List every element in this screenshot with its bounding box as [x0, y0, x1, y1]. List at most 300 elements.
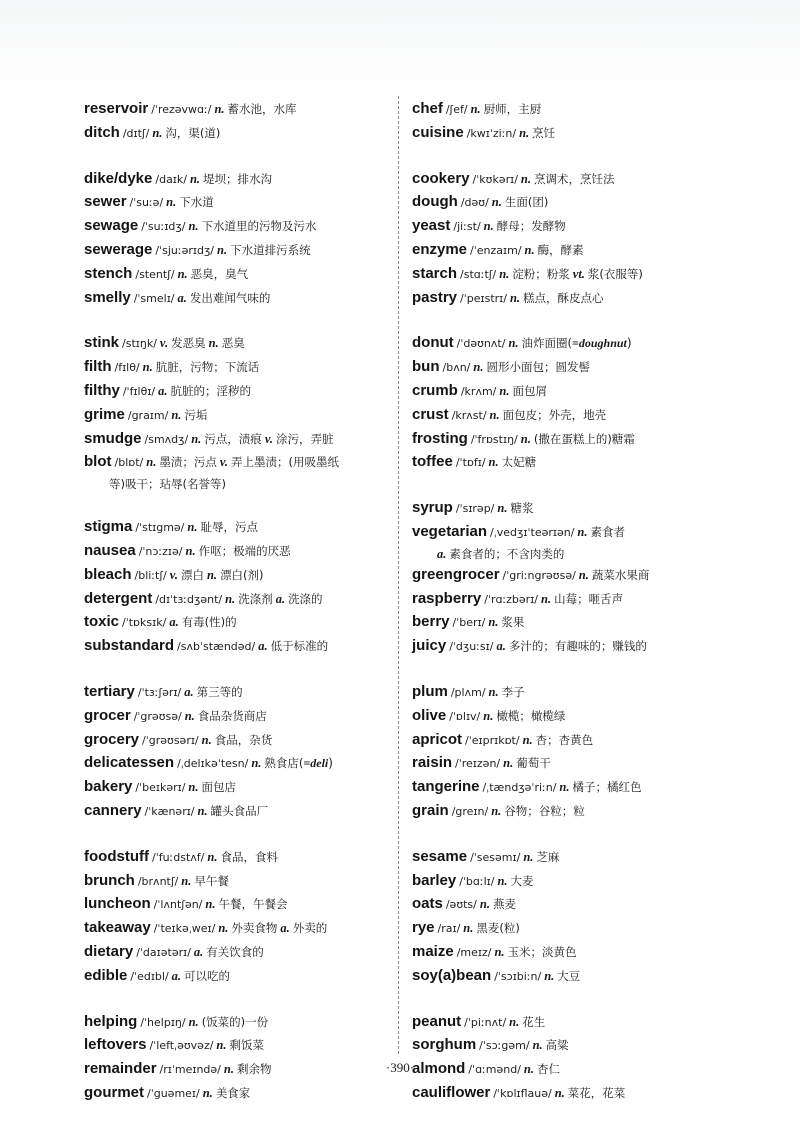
- phonetic: /ˈtɜːʃərɪ/: [137, 685, 182, 699]
- dictionary-entry: [412, 287, 730, 311]
- part-of-speech: n.: [473, 360, 484, 375]
- dictionary-entry: [412, 98, 730, 122]
- headword: raspberry: [412, 589, 482, 607]
- part-of-speech: n.: [202, 1085, 213, 1100]
- dictionary-entry: [84, 404, 402, 428]
- headword: smelly: [84, 288, 131, 306]
- definition: 酶，酵素: [537, 242, 584, 257]
- definition: (撒在蛋糕上的)糖霜: [533, 431, 635, 446]
- headword: stigma: [84, 518, 133, 536]
- part-of-speech: n.: [524, 242, 535, 257]
- phonetic: /stɑːtʃ/: [460, 267, 497, 281]
- part-of-speech: n.: [218, 921, 229, 936]
- part-of-speech: n.: [216, 1038, 227, 1053]
- headword: cauliflower: [412, 1083, 491, 1101]
- definition-continuation: [84, 474, 402, 494]
- headword: sewer: [84, 193, 127, 211]
- phonetic: /ˈtɒksɪk/: [122, 616, 167, 630]
- definition: 有毒(性)的: [181, 615, 237, 630]
- phonetic: /blɒt/: [114, 456, 144, 470]
- phonetic: /ˌtændʒəˈriːn/: [482, 781, 557, 795]
- phonetic: /ˈsmelɪ/: [133, 291, 175, 305]
- part-of-speech: n.: [497, 873, 508, 888]
- dictionary-entry: [84, 965, 402, 989]
- phonetic: /ˈenzaɪm/: [470, 243, 522, 257]
- part-of-speech: a.: [177, 290, 187, 305]
- part-of-speech: n.: [497, 501, 508, 516]
- part-of-speech: n.: [188, 219, 199, 234]
- part-of-speech: n.: [188, 1014, 199, 1029]
- page-top-shade: [0, 0, 800, 90]
- dictionary-entry: [412, 122, 730, 146]
- part-of-speech: n.: [188, 780, 199, 795]
- definition: 玉米；淡黄色: [507, 944, 577, 959]
- dictionary-entry: [412, 635, 730, 659]
- definition: 熟食店(: [264, 756, 304, 771]
- dictionary-entry: [84, 635, 402, 659]
- part-of-speech: a.: [184, 684, 194, 699]
- definition: 浆果: [501, 615, 525, 630]
- entry-group: [412, 98, 730, 146]
- phonetic: /ˈteɪkəˌweɪ/: [153, 922, 216, 936]
- dictionary-entry: [84, 846, 402, 870]
- headword: starch: [412, 264, 458, 282]
- phonetic: /ˈkʊkərɪ/: [472, 172, 518, 186]
- definition: 蓄水池，水库: [227, 102, 297, 116]
- headword: cookery: [412, 169, 470, 187]
- headword: grain: [412, 801, 449, 819]
- dictionary-entry: [84, 681, 402, 705]
- dictionary-entry: [84, 1034, 402, 1058]
- headword: frosting: [412, 429, 468, 447]
- right-column: [412, 98, 730, 1128]
- page-number: ·390·: [385, 1060, 415, 1075]
- headword: grocer: [84, 706, 131, 724]
- phonetic: /ˈsuːɪdʒ/: [141, 220, 186, 234]
- definition: 恶臭，臭气: [190, 266, 249, 281]
- entry-group: [84, 516, 402, 659]
- phonetic: /ˈgriːngrəʊsə/: [502, 568, 576, 582]
- definition: 早午餐: [194, 873, 229, 888]
- dictionary-entry: [84, 239, 402, 263]
- headword: smudge: [84, 429, 142, 447]
- headword: crust: [412, 405, 449, 423]
- headword: detergent: [84, 589, 153, 607]
- entry-group: [84, 332, 402, 494]
- headword: bleach: [84, 565, 132, 583]
- headword: luncheon: [84, 895, 151, 913]
- part-of-speech: n.: [499, 383, 510, 398]
- part-of-speech: n.: [217, 242, 228, 257]
- dictionary-entry: [84, 729, 402, 753]
- headword: cannery: [84, 801, 142, 819]
- phonetic: /ˈkænərɪ/: [144, 804, 195, 818]
- part-of-speech: n.: [520, 431, 531, 446]
- definition: 弄上墨渍；(用吸墨纸: [231, 455, 340, 470]
- phonetic: /sʌbˈstændəd/: [177, 640, 256, 654]
- phonetic: /ˈpeɪstrɪ/: [460, 291, 507, 305]
- phonetic: /ˈsɔːgəm/: [479, 1039, 530, 1053]
- part-of-speech: a.: [280, 921, 290, 936]
- dictionary-entry: [412, 263, 730, 287]
- dictionary-entry: [84, 380, 402, 404]
- phonetic: /ˈsɔɪbiːn/: [494, 969, 542, 983]
- dictionary-entry: [84, 800, 402, 824]
- headword: syrup: [412, 499, 453, 517]
- phonetic: /rɪˈmeɪndə/: [159, 1063, 221, 1077]
- phonetic: /raɪ/: [437, 922, 461, 936]
- part-of-speech: a.: [496, 639, 506, 654]
- phonetic: /ˈsesəmɪ/: [470, 850, 521, 864]
- dictionary-entry: [412, 497, 730, 521]
- definition: 沟，渠(道): [165, 125, 221, 140]
- part-of-speech: n.: [225, 591, 236, 606]
- headword: sesame: [412, 847, 468, 865]
- dictionary-entry: [412, 428, 730, 452]
- definition: 污垢: [184, 407, 208, 422]
- dictionary-entry: [412, 564, 730, 588]
- dictionary-entry: [84, 168, 402, 192]
- dictionary-entry: [84, 98, 402, 122]
- part-of-speech: n.: [208, 336, 219, 351]
- definition: 涂污，弄脏: [276, 431, 334, 446]
- part-of-speech: n.: [488, 455, 499, 470]
- entry-group: [412, 332, 730, 475]
- headword: brunch: [84, 871, 135, 889]
- phonetic: /ˈgrəʊsərɪ/: [142, 733, 199, 747]
- dictionary-entry: [412, 752, 730, 776]
- part-of-speech: n.: [205, 897, 216, 912]
- definition: 漂白: [180, 567, 204, 582]
- dictionary-entry: [412, 893, 730, 917]
- headword: vegetarian: [412, 522, 488, 540]
- part-of-speech: n.: [577, 524, 588, 539]
- phonetic: /dɪˈtɜːdʒənt/: [155, 592, 223, 606]
- dictionary-entry: [84, 564, 402, 588]
- part-of-speech: n.: [503, 756, 514, 771]
- part-of-speech: v.: [159, 336, 169, 351]
- definition: 肮脏的；淫秽的: [170, 383, 251, 398]
- part-of-speech: n.: [483, 219, 494, 234]
- part-of-speech: n.: [251, 756, 262, 771]
- definition-continuation: [412, 544, 730, 564]
- dictionary-entry: [412, 239, 730, 263]
- part-of-speech: n.: [523, 849, 534, 864]
- headword: juicy: [412, 637, 447, 655]
- dictionary-entry: [412, 521, 730, 564]
- part-of-speech: n.: [185, 543, 196, 558]
- dictionary-entry: [84, 705, 402, 729]
- part-of-speech: n.: [470, 102, 481, 116]
- phonetic: /ˈsuːə/: [129, 196, 164, 210]
- entry-group: [84, 846, 402, 989]
- headword: plum: [412, 682, 448, 700]
- part-of-speech: n.: [578, 567, 589, 582]
- entry-group: [412, 681, 730, 824]
- phonetic: /ˈɑːmənd/: [468, 1063, 521, 1077]
- dictionary-entry: [412, 611, 730, 635]
- phonetic: /ˈdaɪətərɪ/: [136, 945, 191, 959]
- dictionary-entry: [84, 611, 402, 635]
- headword: nausea: [84, 541, 136, 559]
- headword: yeast: [412, 217, 451, 235]
- definition: 生面(团): [504, 195, 549, 210]
- headword: barley: [412, 871, 457, 889]
- part-of-speech: n.: [189, 171, 201, 186]
- phonetic: /ˈedɪbl/: [130, 969, 169, 983]
- part-of-speech: a.: [158, 383, 168, 398]
- dictionary-entry: [412, 332, 730, 356]
- definition: 洗涤剂: [238, 591, 273, 606]
- phonetic: /dəʊ/: [460, 196, 489, 210]
- headword: oats: [412, 895, 443, 913]
- headword: toffee: [412, 453, 453, 471]
- part-of-speech: n.: [491, 803, 502, 818]
- definition: 杏；杏黄色: [535, 732, 594, 747]
- headword: blot: [84, 453, 112, 471]
- dictionary-entry: [84, 893, 402, 917]
- part-of-speech: n.: [191, 431, 202, 446]
- headword: stink: [84, 334, 120, 352]
- phonetic: /ˈɒlɪv/: [449, 709, 481, 723]
- part-of-speech: n.: [488, 684, 499, 699]
- definition: 油炸面圈(: [521, 336, 573, 351]
- headword: apricot: [412, 730, 463, 748]
- definition: 面包屑: [512, 383, 547, 398]
- headword: stench: [84, 264, 133, 282]
- headword: berry: [412, 613, 450, 631]
- dictionary-entry: [412, 776, 730, 800]
- dictionary-entry: [412, 1011, 730, 1035]
- phonetic: /stentʃ/: [135, 267, 175, 281]
- definition: 下水道里的污物及污水: [201, 219, 317, 234]
- phonetic: /graɪm/: [127, 408, 169, 422]
- part-of-speech: a.: [169, 615, 179, 630]
- dictionary-entry: [84, 588, 402, 612]
- phonetic: /ˈstɪgmə/: [135, 521, 185, 535]
- headword: remainder: [84, 1060, 157, 1078]
- headword: peanut: [412, 1012, 462, 1030]
- phonetic: /ˈrezəvwɑː/: [151, 103, 212, 116]
- dictionary-entry: [84, 287, 402, 311]
- definition: 山莓；咂舌声: [554, 591, 624, 606]
- phonetic: /daɪk/: [155, 172, 187, 186]
- phonetic: /ˈhelpɪŋ/: [140, 1015, 186, 1029]
- dictionary-entry: [412, 705, 730, 729]
- phonetic: /ˈeɪprɪkɒt/: [465, 733, 520, 747]
- headword: greengrocer: [412, 565, 500, 583]
- definition: 黑麦(粒): [476, 921, 520, 936]
- phonetic: /ˈleftˌəʊvəz/: [149, 1039, 214, 1053]
- definition: 食品杂货商店: [197, 708, 267, 723]
- definition: 外卖的: [292, 921, 328, 936]
- headword: filthy: [84, 381, 120, 399]
- definition-variant: =doughnut: [572, 336, 627, 351]
- definition: 烹调术，烹饪法: [533, 171, 615, 186]
- dictionary-entry: [84, 332, 402, 356]
- definition: 午餐，午餐会: [218, 897, 288, 912]
- headword: helping: [84, 1012, 138, 1030]
- definition: 有关饮食的: [206, 944, 264, 959]
- dictionary-entry: [84, 752, 402, 776]
- phonetic: /ˈguəmeɪ/: [147, 1086, 200, 1100]
- phonetic: /plʌm/: [450, 685, 486, 699]
- phonetic: /ˈpiːnʌt/: [464, 1015, 507, 1029]
- part-of-speech: n.: [214, 102, 225, 116]
- dictionary-entry: [412, 965, 730, 989]
- phonetic: /ˌvedʒɪˈteərɪən/: [490, 525, 575, 539]
- headword: grocery: [84, 730, 140, 748]
- part-of-speech: n.: [520, 171, 531, 186]
- part-of-speech: a.: [258, 639, 268, 654]
- headword: bakery: [84, 778, 133, 796]
- definition: 美食家: [215, 1085, 251, 1100]
- part-of-speech: v.: [264, 431, 274, 446]
- dictionary-entry: [412, 215, 730, 239]
- part-of-speech: n.: [207, 849, 218, 864]
- dictionary-entry: [412, 404, 730, 428]
- entry-group: [412, 1011, 730, 1106]
- part-of-speech: n.: [479, 897, 490, 912]
- dictionary-entry: [84, 356, 402, 380]
- headword: enzyme: [412, 240, 468, 258]
- phonetic: /krʌm/: [460, 384, 497, 398]
- part-of-speech: n.: [142, 360, 153, 375]
- headword: reservoir: [84, 100, 149, 117]
- part-of-speech: n.: [181, 873, 192, 888]
- definition: 低于标准的: [270, 639, 329, 654]
- definition: 花生: [522, 1014, 546, 1029]
- dictionary-entry: [412, 800, 730, 824]
- entry-group: [412, 846, 730, 989]
- headword: raisin: [412, 754, 453, 772]
- definition: 浆(衣服等): [587, 266, 643, 281]
- headword: sewerage: [84, 240, 153, 258]
- headword: soy(a)bean: [412, 966, 492, 984]
- phonetic: /kwɪˈziːn/: [466, 126, 517, 140]
- headword: sewage: [84, 217, 139, 235]
- phonetic: /smʌdʒ/: [144, 432, 189, 446]
- definition: 剩余物: [236, 1062, 272, 1077]
- definition: 淀粉；粉浆: [512, 266, 570, 281]
- definition: 堤坝；排水沟: [203, 171, 273, 186]
- part-of-speech: n.: [554, 1085, 565, 1100]
- phonetic: /ˈbɑːlɪ/: [459, 874, 495, 888]
- phonetic: /ˌdelɪkəˈtesn/: [177, 757, 249, 771]
- definition-suffix: ): [626, 336, 632, 351]
- part-of-speech: n.: [223, 1062, 234, 1077]
- headword: foodstuff: [84, 847, 149, 865]
- headword: ditch: [84, 123, 120, 141]
- part-of-speech: n.: [488, 615, 499, 630]
- dictionary-entry: [412, 681, 730, 705]
- phonetic: /əʊts/: [445, 898, 477, 912]
- definition: 葡萄干: [516, 756, 551, 771]
- phonetic: /fɪlθ/: [114, 361, 140, 375]
- definition: 食品，杂货: [214, 732, 273, 747]
- definition: 橄榄；橄榄绿: [496, 708, 566, 723]
- definition: 杏仁: [536, 1062, 560, 1077]
- phonetic: /bʌn/: [442, 361, 471, 375]
- headword: filth: [84, 358, 112, 376]
- dictionary-entry: [84, 941, 402, 965]
- dictionary-entry: [412, 191, 730, 215]
- definition: 洗涤的: [288, 591, 323, 606]
- definition: 食品，食料: [220, 849, 278, 864]
- definition: 肮脏，污物；下流话: [155, 360, 260, 375]
- headword: sorghum: [412, 1036, 477, 1054]
- left-column: [84, 98, 402, 1128]
- dictionary-entry: [412, 917, 730, 941]
- part-of-speech: a.: [275, 591, 286, 606]
- dictionary-entry: [84, 191, 402, 215]
- dictionary-entry: [84, 1011, 402, 1035]
- definition: 酵母；发酵物: [496, 219, 566, 234]
- part-of-speech: n.: [483, 708, 494, 723]
- part-of-speech: n.: [519, 125, 530, 140]
- definition: 高粱: [545, 1038, 569, 1053]
- dictionary-entry: [84, 122, 402, 146]
- phonetic: /dɪtʃ/: [122, 126, 150, 140]
- definition: 素食者的；不含肉类的: [449, 546, 565, 561]
- part-of-speech: n.: [489, 407, 500, 422]
- part-of-speech: n.: [184, 708, 195, 723]
- phonetic: /ˈlʌntʃən/: [153, 898, 203, 912]
- definition: 污点，渍痕: [204, 431, 262, 446]
- headword: takeaway: [84, 919, 151, 937]
- definition: 面包店: [201, 780, 236, 795]
- part-of-speech: n.: [509, 1014, 520, 1029]
- phonetic: /ˈdəʊnʌt/: [456, 337, 506, 351]
- phonetic: /ˈfrɒstɪŋ/: [470, 432, 518, 446]
- phonetic: /ˈbeɪkərɪ/: [135, 781, 186, 795]
- dictionary-entry: [412, 356, 730, 380]
- phonetic: /greɪn/: [451, 804, 489, 818]
- definition: 墨渍；污点: [159, 455, 217, 470]
- phonetic: /ˈberɪ/: [452, 616, 486, 630]
- part-of-speech: n.: [171, 407, 182, 422]
- headword: tangerine: [412, 778, 480, 796]
- part-of-speech: v.: [169, 567, 178, 582]
- dictionary-entry: [84, 917, 402, 941]
- dictionary-entry: [84, 776, 402, 800]
- part-of-speech: n.: [463, 921, 474, 936]
- part-of-speech: n.: [494, 944, 505, 959]
- phonetic: /ˈfuːdstʌf/: [151, 850, 205, 864]
- part-of-speech: n.: [166, 195, 177, 210]
- dictionary-entry: [412, 168, 730, 192]
- dictionary-entry: [412, 729, 730, 753]
- part-of-speech: n.: [559, 780, 570, 795]
- definition: 面包皮；外壳，地壳: [502, 407, 607, 422]
- headword: grime: [84, 405, 125, 423]
- part-of-speech: n.: [532, 1038, 543, 1053]
- headword: dike/dyke: [84, 169, 153, 187]
- part-of-speech: n.: [522, 732, 533, 747]
- definition: 剩饭菜: [229, 1038, 264, 1053]
- headword: maize: [412, 942, 454, 960]
- part-of-speech: n.: [523, 1062, 534, 1077]
- part-of-speech: n.: [197, 803, 208, 818]
- part-of-speech: n.: [508, 336, 519, 351]
- entry-group: [412, 168, 730, 311]
- dictionary-entry: [412, 588, 730, 612]
- definition: 第三等的: [196, 684, 243, 699]
- dictionary-entry: [84, 263, 402, 287]
- definition: 等)吸干；玷辱(名誉等): [109, 477, 226, 492]
- phonetic: /jiːst/: [453, 220, 481, 234]
- headword: edible: [84, 966, 128, 984]
